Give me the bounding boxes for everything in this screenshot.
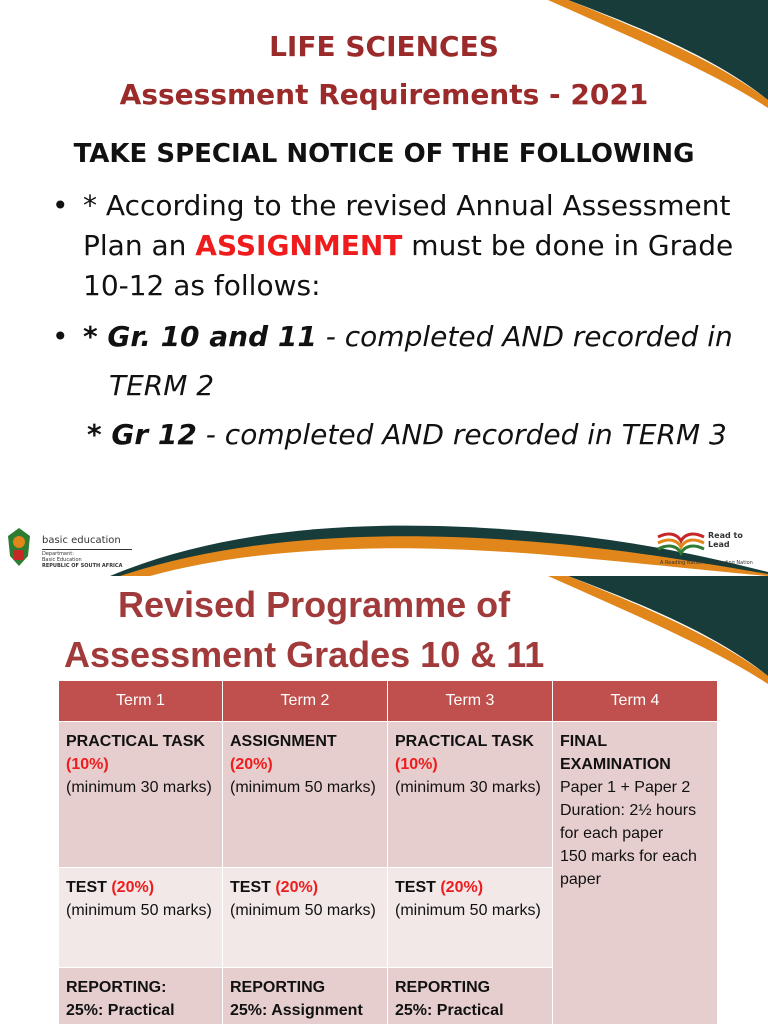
column-header: Term 4: [553, 681, 718, 722]
bullet-grade-10-11: [52, 317, 742, 406]
reporting-title: REPORTING: [395, 979, 491, 996]
table-cell: [388, 722, 553, 868]
slide-subtitle: Assessment Requirements - 2021: [119, 78, 649, 111]
basic-education-logo: [4, 522, 154, 572]
assessment-programme-table: [58, 680, 718, 1024]
reporting-title: REPORTING: [230, 979, 326, 996]
logo-dept-line: Department:: [42, 551, 74, 557]
table-cell: [388, 968, 553, 1024]
assignment-highlight: ASSIGNMENT: [195, 229, 403, 262]
task-title: ASSIGNMENT: [230, 733, 337, 750]
task-weight: (20%): [111, 879, 155, 896]
table-row: [59, 722, 718, 868]
bullet-text-term: TERM 2: [109, 369, 215, 402]
bullet-text: - completed AND recorded in TERM 3: [196, 418, 727, 451]
task-title: TEST: [395, 879, 436, 896]
bullet-grade-12: [52, 415, 742, 455]
task-detail: (minimum 50 marks): [395, 902, 541, 919]
logo-country: REPUBLIC OF SOUTH AFRICA: [42, 563, 123, 569]
task-title: PRACTICAL TASK: [395, 733, 534, 750]
reporting-detail: 25%: Assignment: [230, 1002, 363, 1019]
logo-name: basic education: [42, 535, 121, 546]
grade-label: Gr 12: [111, 418, 197, 451]
table-cell: [223, 968, 388, 1024]
logo-tagline: A Reading Nation is a Leading Nation: [660, 560, 753, 566]
bullet-text: * According to the revised Annual Assessment Plan an: [83, 189, 731, 262]
table-cell: [223, 868, 388, 968]
notice-heading: TAKE SPECIAL NOTICE OF THE FOLLOWING: [73, 139, 695, 169]
table-cell-final-exam: [553, 722, 718, 1024]
bullet-star: *: [87, 418, 112, 451]
table-cell: [223, 722, 388, 868]
logo-dept-line: Basic Education: [42, 557, 82, 563]
read-to-lead-logo: [656, 523, 760, 571]
coat-of-arms-icon: [4, 526, 34, 570]
table-slide-subtitle: Assessment Grades 10 & 11: [64, 634, 545, 675]
task-weight: (20%): [230, 756, 273, 773]
bullet-text: - completed AND recorded in: [316, 320, 733, 353]
task-detail: (minimum 30 marks): [395, 779, 541, 796]
task-title: TEST: [230, 879, 271, 896]
task-detail: (minimum 30 marks): [66, 779, 212, 796]
task-weight: (20%): [440, 879, 484, 896]
exam-detail: Duration: 2½ hours for each paper: [560, 802, 697, 842]
exam-detail: 150 marks for each paper: [560, 848, 697, 888]
exam-title: FINAL EXAMINATION: [560, 733, 671, 773]
logo-title: Read to Lead: [708, 531, 743, 549]
bullet-text: must be done in Grade 10-12 as follows:: [83, 229, 734, 302]
table-cell: [59, 868, 223, 968]
bullet-marker: •: [52, 189, 69, 222]
bullet-assignment-plan: [52, 186, 742, 306]
column-header: Term 3: [388, 681, 553, 722]
task-detail: (minimum 50 marks): [66, 902, 212, 919]
task-weight: (10%): [395, 756, 438, 773]
column-header: Term 1: [59, 681, 223, 722]
slide-revised-programme: [0, 576, 768, 1024]
reporting-detail: 25%: Practical: [395, 1002, 504, 1019]
table-slide-title: Revised Programme of: [118, 584, 511, 625]
table-cell: [59, 722, 223, 868]
task-detail: (minimum 50 marks): [230, 902, 376, 919]
open-book-icon: [656, 529, 706, 559]
table-cell: [59, 968, 223, 1024]
task-title: TEST: [66, 879, 107, 896]
table-cell: [388, 868, 553, 968]
bullet-star: *: [83, 320, 108, 353]
reporting-title: REPORTING:: [66, 979, 167, 996]
column-header: Term 2: [223, 681, 388, 722]
exam-detail: Paper 1 + Paper 2: [560, 779, 691, 796]
grade-label: Gr. 10 and 11: [107, 320, 317, 353]
task-title: PRACTICAL TASK: [66, 733, 205, 750]
reporting-detail: 25%: Practical: [66, 1002, 175, 1019]
task-detail: (minimum 50 marks): [230, 779, 376, 796]
task-weight: (10%): [66, 756, 109, 773]
slide-title: LIFE SCIENCES: [269, 30, 499, 63]
table-header-row: [59, 681, 718, 722]
task-weight: (20%): [275, 879, 319, 896]
bullet-marker: •: [52, 320, 69, 353]
